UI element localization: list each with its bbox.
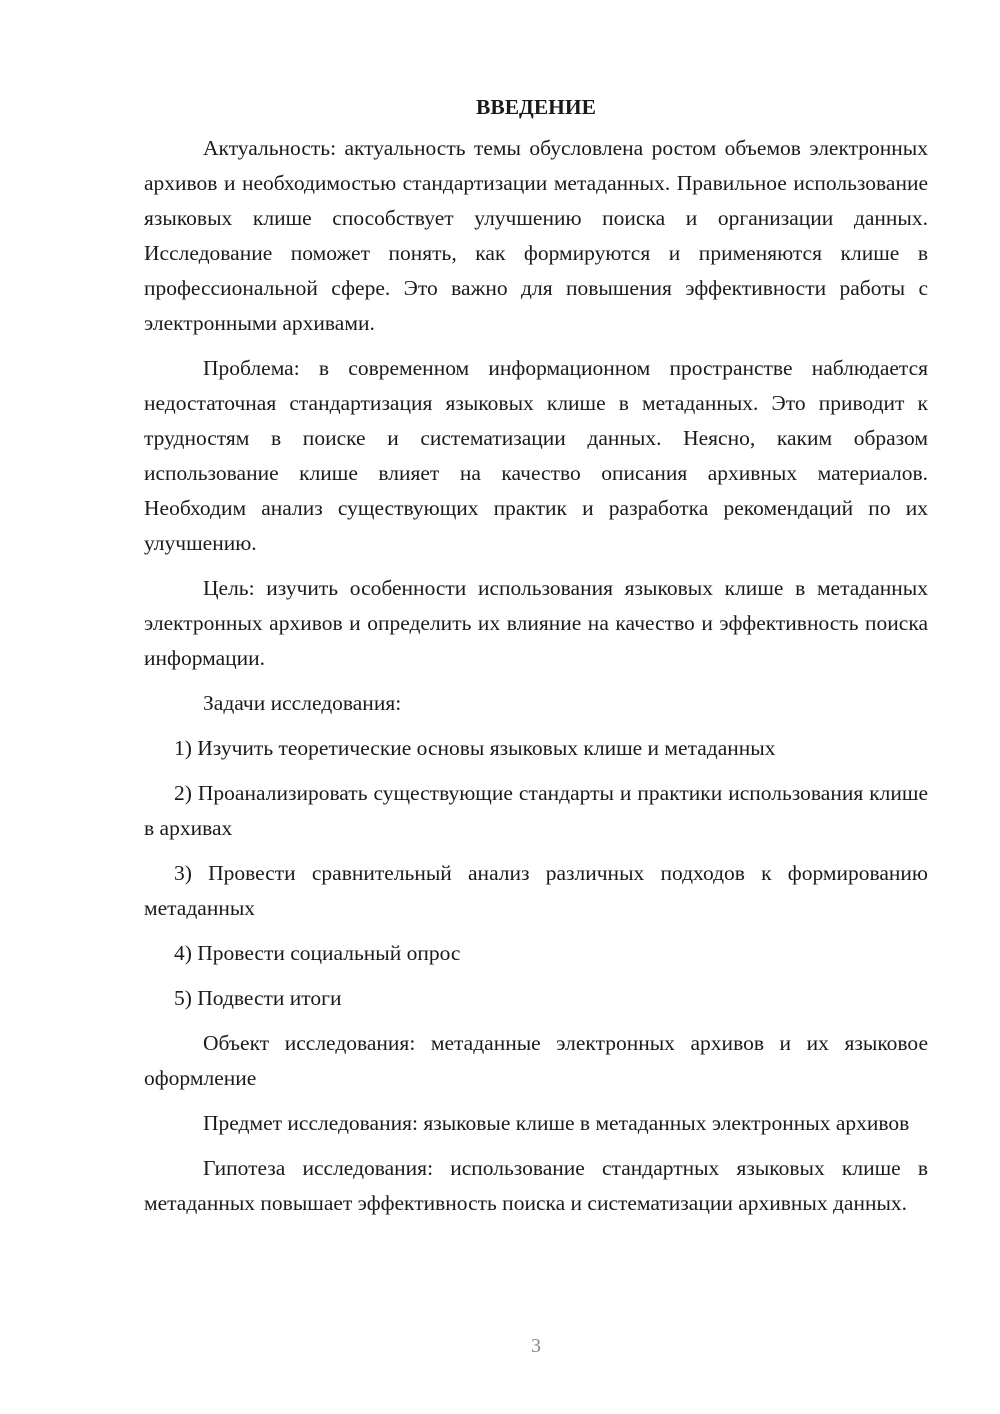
paragraph-object: Объект исследования: метаданные электронных архивов и их языковое оформление — [144, 1031, 928, 1090]
task-item-4: 4) Провести социальный опрос — [174, 941, 461, 965]
section-heading: ВВЕДЕНИЕ — [476, 95, 596, 119]
paragraph-goal: Цель: изучить особенности использования языковых клише в метаданных электронных архивов и определить их влияние на качество и эффективность поиска информации. — [144, 576, 928, 670]
page-number: 3 — [531, 1335, 541, 1357]
paragraph-hypothesis: Гипотеза исследования: использование стандартных языковых клише в метаданных повышает эффективность поиска и систематизации архивных данных. — [144, 1156, 928, 1215]
paragraph-problem: Проблема: в современном информационном пространстве наблюдается недостаточная стандартизация языковых клише в метаданных. Это приводит к трудностям в поиске и систематизации данных. Неясно, каким образом использование клише влияет на качество описания архивных материалов. Необходим анализ существующих практик и разработка рекомендаций по их улучшению. — [144, 356, 928, 555]
task-item-5: 5) Подвести итоги — [174, 986, 342, 1010]
task-item-1: 1) Изучить теоретические основы языковых клише и метаданных — [174, 736, 776, 760]
task-item-2: 2) Проанализировать существующие стандарты и практики использования клише в архивах — [144, 781, 928, 840]
paragraph-subject: Предмет исследования: языковые клише в метаданных электронных архивов — [203, 1111, 910, 1135]
task-item-3: 3) Провести сравнительный анализ различных подходов к формированию метаданных — [144, 861, 928, 920]
document-page — [144, 90, 928, 1231]
paragraph-relevance: Актуальность: актуальность темы обусловлена ростом объемов электронных архивов и необходимостью стандартизации метаданных. Правильное использование языковых клише способствует улучшению поиска и организации данных. Исследование поможет понять, как формируются и применяются клише в профессиональной сфере. Это важно для повышения эффективности работы с электронными архивами. — [144, 136, 928, 335]
paragraph-tasks-intro: Задачи исследования: — [203, 691, 402, 715]
